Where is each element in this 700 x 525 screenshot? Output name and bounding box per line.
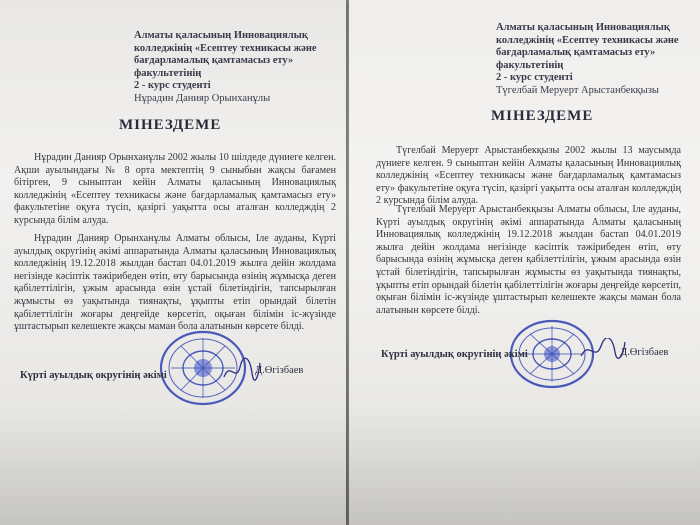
document-title: МІНЕЗДЕМЕ (491, 108, 594, 124)
header-line: бағдарламалық қамтамасыз ету» (496, 47, 656, 58)
header-line: факультетінің (496, 59, 564, 71)
signatory-role: Күрті ауылдық округінің әкімі (381, 349, 528, 360)
header-line: Алматы қаласының Инновациялық (134, 30, 308, 41)
header-line: 2 - курс студенті (496, 72, 573, 83)
header-line: бағдарламалық қамтамасыз ету» (134, 55, 294, 66)
right-document (349, 0, 700, 525)
student-name: Нұрадин Данияр Орынханұлы (134, 92, 271, 104)
signatory-role: Күрті ауылдық округінің әкімі (20, 370, 167, 381)
right-header (496, 22, 696, 97)
header-line: факультетінің (134, 67, 202, 79)
paragraph-bio: Нұрадин Данияр Орынханұлы 2002 жылы 10 шілдеде дүниеге келген. Ақши ауылындағы № 8 орта мектептің 9 сыныбын жақсы бағамен бітірген, 9 сыныптан кейін Алматы қаласының Инновациялық колледжінің «Есептеу техникасы және бағдарламалық қамтамасыз ету» факультетіне оқуға түсіп, қазіргі уақытта осы аталған колледждің 2 курсында білім алуда. (14, 152, 336, 226)
paragraph-internship: Нұрадин Данияр Орынханұлы Алматы облысы, Іле ауданы, Күрті ауылдық округінің әкімі аппаратында Алматы қаласының Инновациялық колледжінің 19.12.2018 жылдан бастап 04.01.2019 жылға дейін жолдама негізінде кәсіптік тәжірибеден өтіп, өту барысында өзінің жұмысқа деген қабілеттілігін, ұжым арасында өзін ұстай білетіндігін, тапсырылған жұмысты өз уақытында тиянақты, ұқыпты етіп орындай білетін қабілеттілігін жоғары деңгейде көрсетіп, оқыған білімін іс-жүзінде ұштастырып келешекте жақсы маман бола алатынын көрсете білді. (14, 233, 336, 333)
paragraph-internship: Түгелбай Меруерт Арыстанбекқызы Алматы облысы, Іле ауданы, Күрті ауылдық округінің әкімі аппаратында Алматы қаласының Инновациялық колледжінің 19.12.2018 жылдан бастап 04.01.2019 жылға дейін жолдама негізінде кәсіптік тәжірибеден өтіп, өту барысында өзінің жұмысқа деген қабілеттілігін, ұжым арасында өзін ұстай білетіндігін, тапсырылған жұмысты өз уақытында тиянақты, ұқыпты етіп орындай білетін қабілеттілігін жоғары деңгейде көрсетіп, оқыған білімін іс-жүзінде ұштастырып келешекте жақсы маман бола алатынын көрсете білді. (376, 204, 681, 316)
signatory-name: Д.Өгізбаев (255, 365, 304, 376)
left-document (0, 0, 346, 525)
header-line: колледжінің «Есептеу техникасы және (134, 42, 317, 54)
left-header (134, 30, 339, 105)
paragraph-bio: Түгелбай Меруерт Арыстанбекқызы 2002 жылы 13 маусымда дүниеге келген. 9 сыныптан кейін Алматы қаласының Инновациялық колледжінің «Есептеу техникасы және бағдарламалық қамтамасыз ету» факультетіне оқуға түсіп, қазіргі уақытта осы аталған колледждің 2 курсында білім алуда. (376, 145, 681, 207)
signatory-name: Д.Өгізбаев (620, 347, 669, 358)
header-line: колледжінің «Есептеу техникасы және (496, 34, 679, 46)
header-line: Алматы қаласының Инновациялық (496, 22, 670, 33)
student-name: Түгелбай Меруерт Арыстанбекқызы (496, 84, 659, 96)
document-title: МІНЕЗДЕМЕ (119, 117, 222, 133)
header-line: 2 - курс студенті (134, 80, 211, 91)
